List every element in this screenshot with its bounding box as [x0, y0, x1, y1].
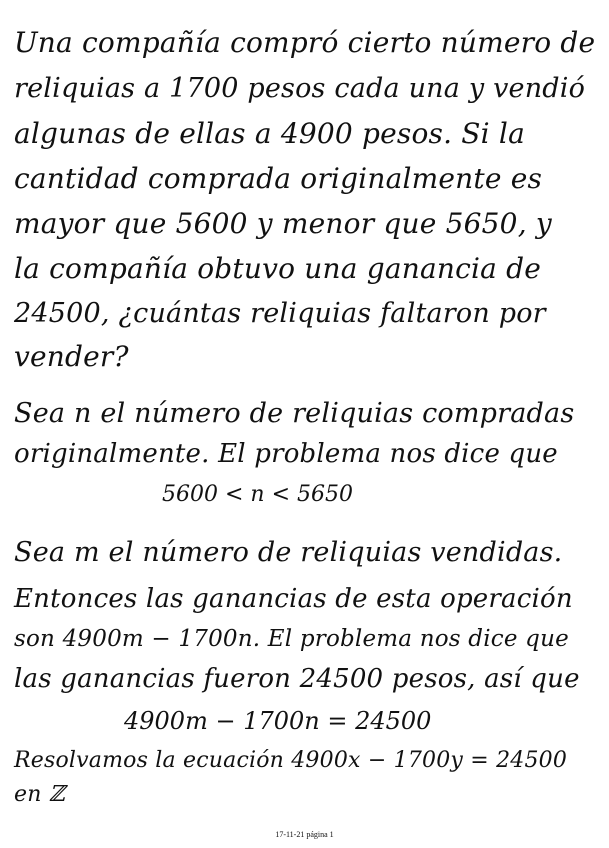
problem-line: la compañía obtuvo una ganancia de [14, 252, 542, 285]
equation: 4900m − 1700n = 24500 [124, 707, 432, 735]
problem-line: Una compañía compró cierto número de [14, 26, 596, 59]
solution-line: originalmente. El problema nos dice que [14, 439, 558, 469]
problem-line: 24500, ¿cuántas reliquias faltaron por [14, 298, 546, 329]
solution-line: Entonces las ganancias de esta operación [14, 584, 573, 614]
solution-line: son 4900m − 1700n. El problema nos dice que [14, 626, 569, 652]
solution-line: las ganancias fueron 24500 pesos, así que [14, 664, 580, 694]
problem-line: mayor que 5600 y menor que 5650, y [14, 207, 552, 240]
problem-line: vender? [14, 340, 129, 373]
solution-line: Resolvamos la ecuación 4900x − 1700y = 24500 [14, 748, 568, 773]
solution-line: Sea n el número de reliquias compradas [14, 398, 575, 429]
problem-line: algunas de ellas a 4900 pesos. Si la [14, 117, 525, 150]
solution-line: en ℤ [14, 782, 66, 807]
page-footer: 17-11-21 página 1 [275, 830, 334, 839]
problem-line: reliquias a 1700 pesos cada una y vendió [14, 73, 586, 104]
solution-line: Sea m el número de reliquias vendidas. [14, 537, 563, 568]
problem-line: cantidad comprada originalmente es [14, 162, 543, 195]
inequality: 5600 < n < 5650 [162, 482, 353, 507]
